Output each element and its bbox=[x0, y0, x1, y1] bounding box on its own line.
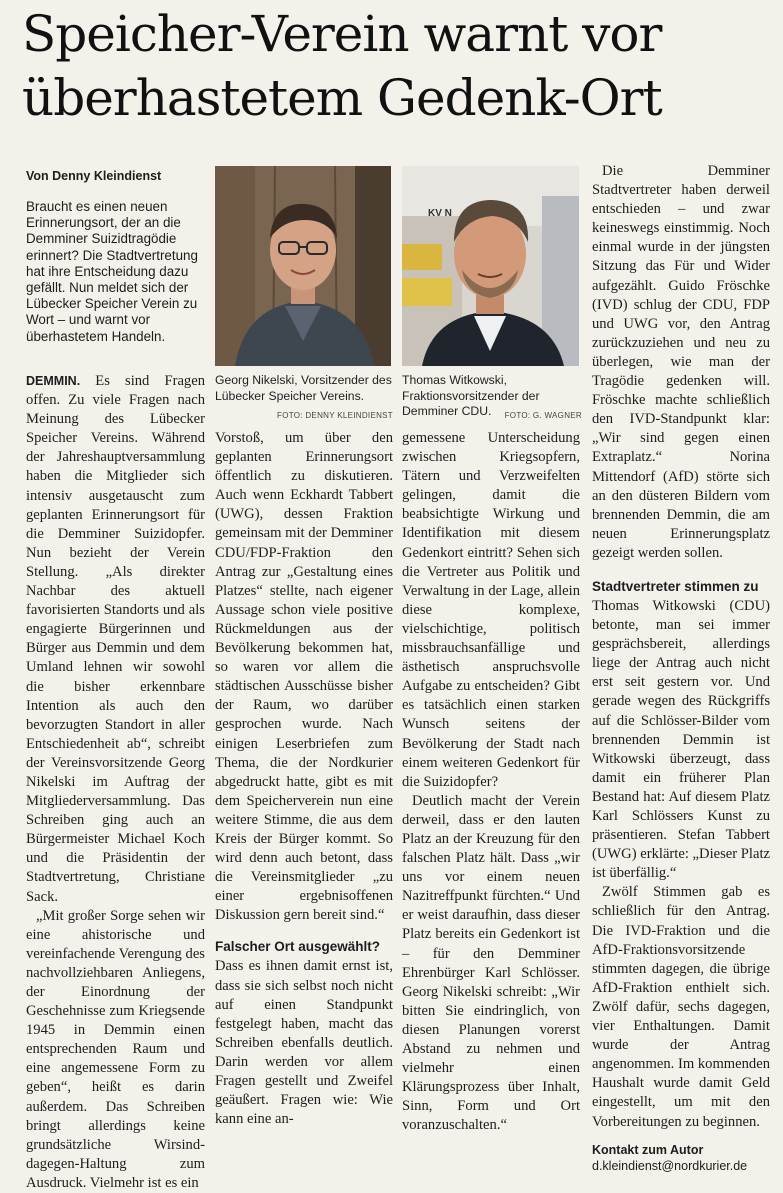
column-3 bbox=[402, 429, 580, 1134]
headline-line-2: überhastetem Gedenk-Ort bbox=[22, 69, 662, 127]
column-4 bbox=[592, 162, 770, 1173]
column-2 bbox=[215, 429, 393, 1128]
photo2-credit: FOTO: G. WAGNER bbox=[504, 410, 582, 420]
portrait-image bbox=[215, 166, 391, 366]
photo1-credit: FOTO: DENNY KLEINDIENST bbox=[277, 411, 393, 420]
col3-paragraph-1: gemessene Unterscheidung zwischen Kriegsopfern, Tätern und Verzweifelten gelingen, damit die beabsichtigte Wirkung und Identifikation mit diesem Gedenkort eintritt? Sehen sich die Vertreter aus Politik und Verwaltung in der Lage, allein diese komplexe, vielschichtige, politisch missbrauchsanfällige und ästhetisch anspruchsvolle Aufgabe zu entscheiden? Gibt es tatsächlich einen starken Wunsch seitens der Bevölkerung der Stadt nach einem weiteren Gedenkort für die Suizidopfer? bbox=[402, 430, 580, 790]
lead-paragraph: Braucht es einen neuen Erinnerungsort, der an die Demminer Suizidtragödie erinnert? Die Stadtvertretung hat ihre Entscheidung dazu gefällt. Nun meldet sich der Lübecker Speicher Verein zu Wort – und warnt vor überhastetem Handeln. bbox=[26, 199, 198, 344]
photo2-caption bbox=[402, 373, 582, 423]
headline-line-1: Speicher-Verein warnt vor bbox=[22, 5, 662, 63]
byline: Von Denny Kleindienst bbox=[26, 169, 162, 183]
column-1 bbox=[26, 372, 205, 1191]
col2-paragraph-1: Vorstoß, um über den geplanten Erinnerungsort öffentlich zu diskutieren. Auch wenn Eckhardt Tabbert (UWG), dessen Fraktion gemeinsam mit der Demminer CDU/FDP-Fraktion den Antrag zur „Gestaltung eines Platzes“ stellte, nach eigener Aussage schon viele positive Rückmeldungen aus der Bevölkerung bekommen hat, so waren vor allem die städtischen Ausschüsse bisher der Raum, wo darüber gesprochen wurde. Nach einigen Leserbriefen zum Thema, die der Nordkurier abgedruckt hatte, gibt es mit dem Speicherverein nun eine weitere Stimme, die aus dem Kreis der Bürger kommt. So wird denn auch betont, dass die Vereinsmitglieder „zu einer ergebnisoffenen Diskussion gern bereit sind.“ bbox=[215, 430, 393, 924]
portrait-image bbox=[402, 166, 579, 366]
col2-subheading: Falscher Ort ausgewählt? bbox=[215, 939, 381, 955]
photo1-caption bbox=[215, 373, 393, 424]
col3-paragraph-2: Deutlich macht der Verein derweil, dass er den lauten Platz an der Kreuzung für den falschen Platz hält. Dass „wir uns vor einem neuen Nazitreffpunkt fürchten.“ Und er weist daraufhin, dass dieser Platz bereits ein Gedenkort ist – für den Demminer Ehrenbürger Karl Schlösser. Georg Nikelski schreibt: „Wir bitten Sie eindringlich, von diesen Planungen vorerst Abstand zu nehmen und vielmehr einen Klärungsprozess über Inhalt, Sinn, Form und Ort voranzuschalten.“ bbox=[402, 792, 580, 1134]
contact-heading: Kontakt zum Autor bbox=[592, 1142, 704, 1157]
col4-subheading: Stadtvertreter stimmen zu bbox=[592, 578, 759, 594]
col1-paragraph-1: DEMMIN. Es sind Fragen offen. Zu viele Fragen nach Meinung des Lübecker Speicher Vereins. Während der Jahreshauptversammlung haben die Mitglieder sich intensiv ausgetauscht zum geplanten Erinnerungsort für die Demminer Suizidopfer. Nun bezieht der Verein Stellung. „Als direkter Nachbar des aktuell favorisierten Standorts und als engagierte Bürgerinnen und Bürger aus Demmin und dem Umland lehnen wir sowohl die bisher erkennbare Intention als auch den bevorzugten Standort in aller Entschiedenheit ab“, schreibt der Vereinsvorsitzende Georg Nikelski im Auftrag der Mitgliederversammlung. Das Schreiben ging auch an Bürgermeister Michael Koch und die Präsidentin der Stadtvertretung, Christiane Sack. bbox=[26, 373, 205, 905]
col4-paragraph-3: Zwölf Stimmen gab es schließlich für den Antrag. Die IVD-Fraktion und die AfD-Fraktionsvorsitzende stimmten dagegen, die übrige AfD-Fraktion enthielt sich. Zwölf dafür, sechs dagegen, vier Enthaltungen. Damit wurde der Antrag angenommen. Im kommenden Haushalt wurde damit Geld eingestellt, um mit den Vorbereitungen zu beginnen. bbox=[592, 884, 770, 1130]
contact-email-link[interactable]: d.kleindienst@nordkurier.de bbox=[592, 1158, 748, 1173]
col4-paragraph-1: Die Demminer Stadtvertreter haben derweil entschieden – und zwar keineswegs einstimmig. Noch einmal wurde in der jüngsten Sitzung das Für und Wider aufgezählt. Guido Fröschke (IVD) schlug der CDU, FDP und UWG vor, den Antrag zurückzuziehen und neu zu überlegen, wie man der Tragödie gedenken will. Fröschke machte schließlich den IVD-Standpunkt klar: „Wir sind gegen einen Extraplatz.“ Norina Mittendorf (AfD) störte sich an den düsteren Bildern vom brennenden Demmin, die am neuen Erinnerungsplatz gezeigt werden sollen. bbox=[592, 163, 770, 561]
col1-paragraph-2: „Mit großer Sorge sehen wir eine ahistorische und vereinfachende Verengung des nachvollziehbaren Anliegens, der Einordnung der Geschehnisse zum Kriegsende 1945 in Demmin einen entsprechenden Raum und eine angemessene Form zu geben“, heißt es darin außerdem. Das Schreiben bringt allerdings keine grundsätzliche Wirsind-dagegen-Haltung zum Ausdruck. Vielmehr ist es ein bbox=[26, 907, 205, 1191]
col4-paragraph-2: Thomas Witkowski (CDU) betonte, man sei immer gesprächsbereit, allerdings liege der Antrag auch nicht erst seit gestern vor. Und gerade wegen des Rückgriffs auf die Schlösser-Bilder vom brennenden Demmin ist Witkowski überzeugt, dass damit ein früherer Plan Bestand hat: Auf diesem Platz Karl Schlössers Kunst zu präsentieren. Stefan Tabbert (UWG) erklärte: „Dieser Platz ist überfällig.“ bbox=[592, 597, 770, 882]
headline bbox=[22, 2, 772, 130]
background-sign-text: KV N bbox=[428, 208, 452, 219]
dateline: DEMMIN. bbox=[26, 374, 81, 388]
photo1-caption-text: Georg Nikelski, Vorsitzender des Lübecker Speicher Vereins. bbox=[215, 373, 392, 403]
photo-georg-nikelski bbox=[215, 166, 391, 366]
photo-thomas-witkowski bbox=[402, 166, 579, 366]
col2-paragraph-2: Dass es ihnen damit ernst ist, dass sie sich selbst noch nicht auf einen Standpunkt festgelegt haben, macht das Schreiben ebenfalls deutlich. Darin werden vor allem Fragen gestellt und Zweifel geäußert. Fragen wie: Wie kann eine an- bbox=[215, 958, 393, 1128]
photo2-caption-text: Thomas Witkowski, Fraktionsvorsitzender der Demminer CDU. bbox=[402, 373, 540, 418]
